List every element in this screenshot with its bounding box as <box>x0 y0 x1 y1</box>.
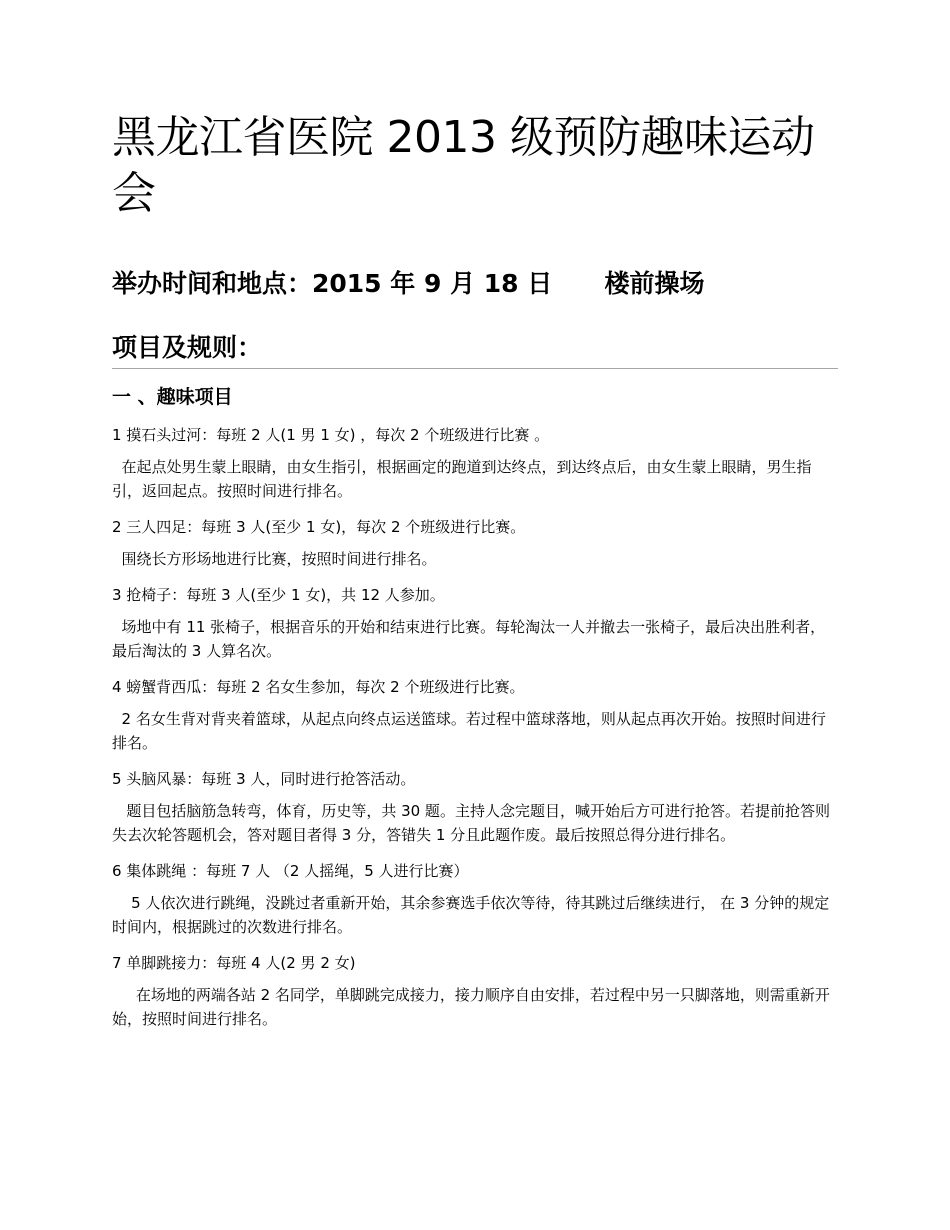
item-2-heading: 2 三人四足：每班 3 人(至少 1 女)，每次 2 个班级进行比赛。 <box>112 518 526 536</box>
item-6-description: 5 人依次进行跳绳，没跳过者重新开始，其余参赛选手依次等待，待其跳过后继续进行， 在 3 分钟的规定时间内，根据跳过的次数进行排名。 <box>112 894 830 936</box>
item-5-description: 题目包括脑筋急转弯，体育，历史等，共 30 题。主持人念完题目，喊开始后方可进行抢答。若提前抢答则失去次轮答题机会，答对题目者得 3 分，答错失 1 分且此题作废。最后按照总得分进行排名。 <box>112 802 830 844</box>
item-7-heading: 7 单脚跳接力：每班 4 人(2 男 2 女) <box>112 954 356 972</box>
document-page <box>112 110 838 1031</box>
item-2-description: 围绕长方形场地进行比赛，按照时间进行排名。 <box>112 550 437 568</box>
item-1-heading: 1 摸石头过河：每班 2 人(1 男 1 女) ，每次 2 个班级进行比赛 。 <box>112 426 550 444</box>
item-4-description: 2 名女生背对背夹着篮球，从起点向终点运送篮球。若过程中篮球落地，则从起点再次开始。按照时间进行排名。 <box>112 710 826 752</box>
item-7-description: 在场地的两端各站 2 名同学，单脚跳完成接力，接力顺序自由安排，若过程中另一只脚落地，则需重新开始，按照时间进行排名。 <box>112 986 830 1028</box>
item-3-heading: 3 抢椅子：每班 3 人(至少 1 女)，共 12 人参加。 <box>112 586 445 604</box>
item-3-description: 场地中有 11 张椅子，根据音乐的开始和结束进行比赛。每轮淘汰一人并撤去一张椅子，最后决出胜利者，最后淘汰的 3 人算名次。 <box>112 618 826 660</box>
event-time-place: 举办时间和地点：2015 年 9 月 18 日 楼前操场 <box>112 269 705 298</box>
item-5-heading: 5 头脑风暴：每班 3 人，同时进行抢答活动。 <box>112 770 416 788</box>
section-heading: 一 、趣味项目 <box>112 386 233 408</box>
item-6-heading: 6 集体跳绳 ：每班 7 人 （2 人摇绳，5 人进行比赛） <box>112 862 469 880</box>
rules-heading: 项目及规则： <box>112 330 838 369</box>
item-1-description: 在起点处男生蒙上眼睛，由女生指引，根据画定的跑道到达终点，到达终点后，由女生蒙上眼睛，男生指引，返回起点。按照时间进行排名。 <box>112 458 812 500</box>
item-4-heading: 4 螃蟹背西瓜：每班 2 名女生参加，每次 2 个班级进行比赛。 <box>112 678 525 696</box>
document-title: 黑龙江省医院 2013 级预防趣味运动会 <box>112 112 815 219</box>
